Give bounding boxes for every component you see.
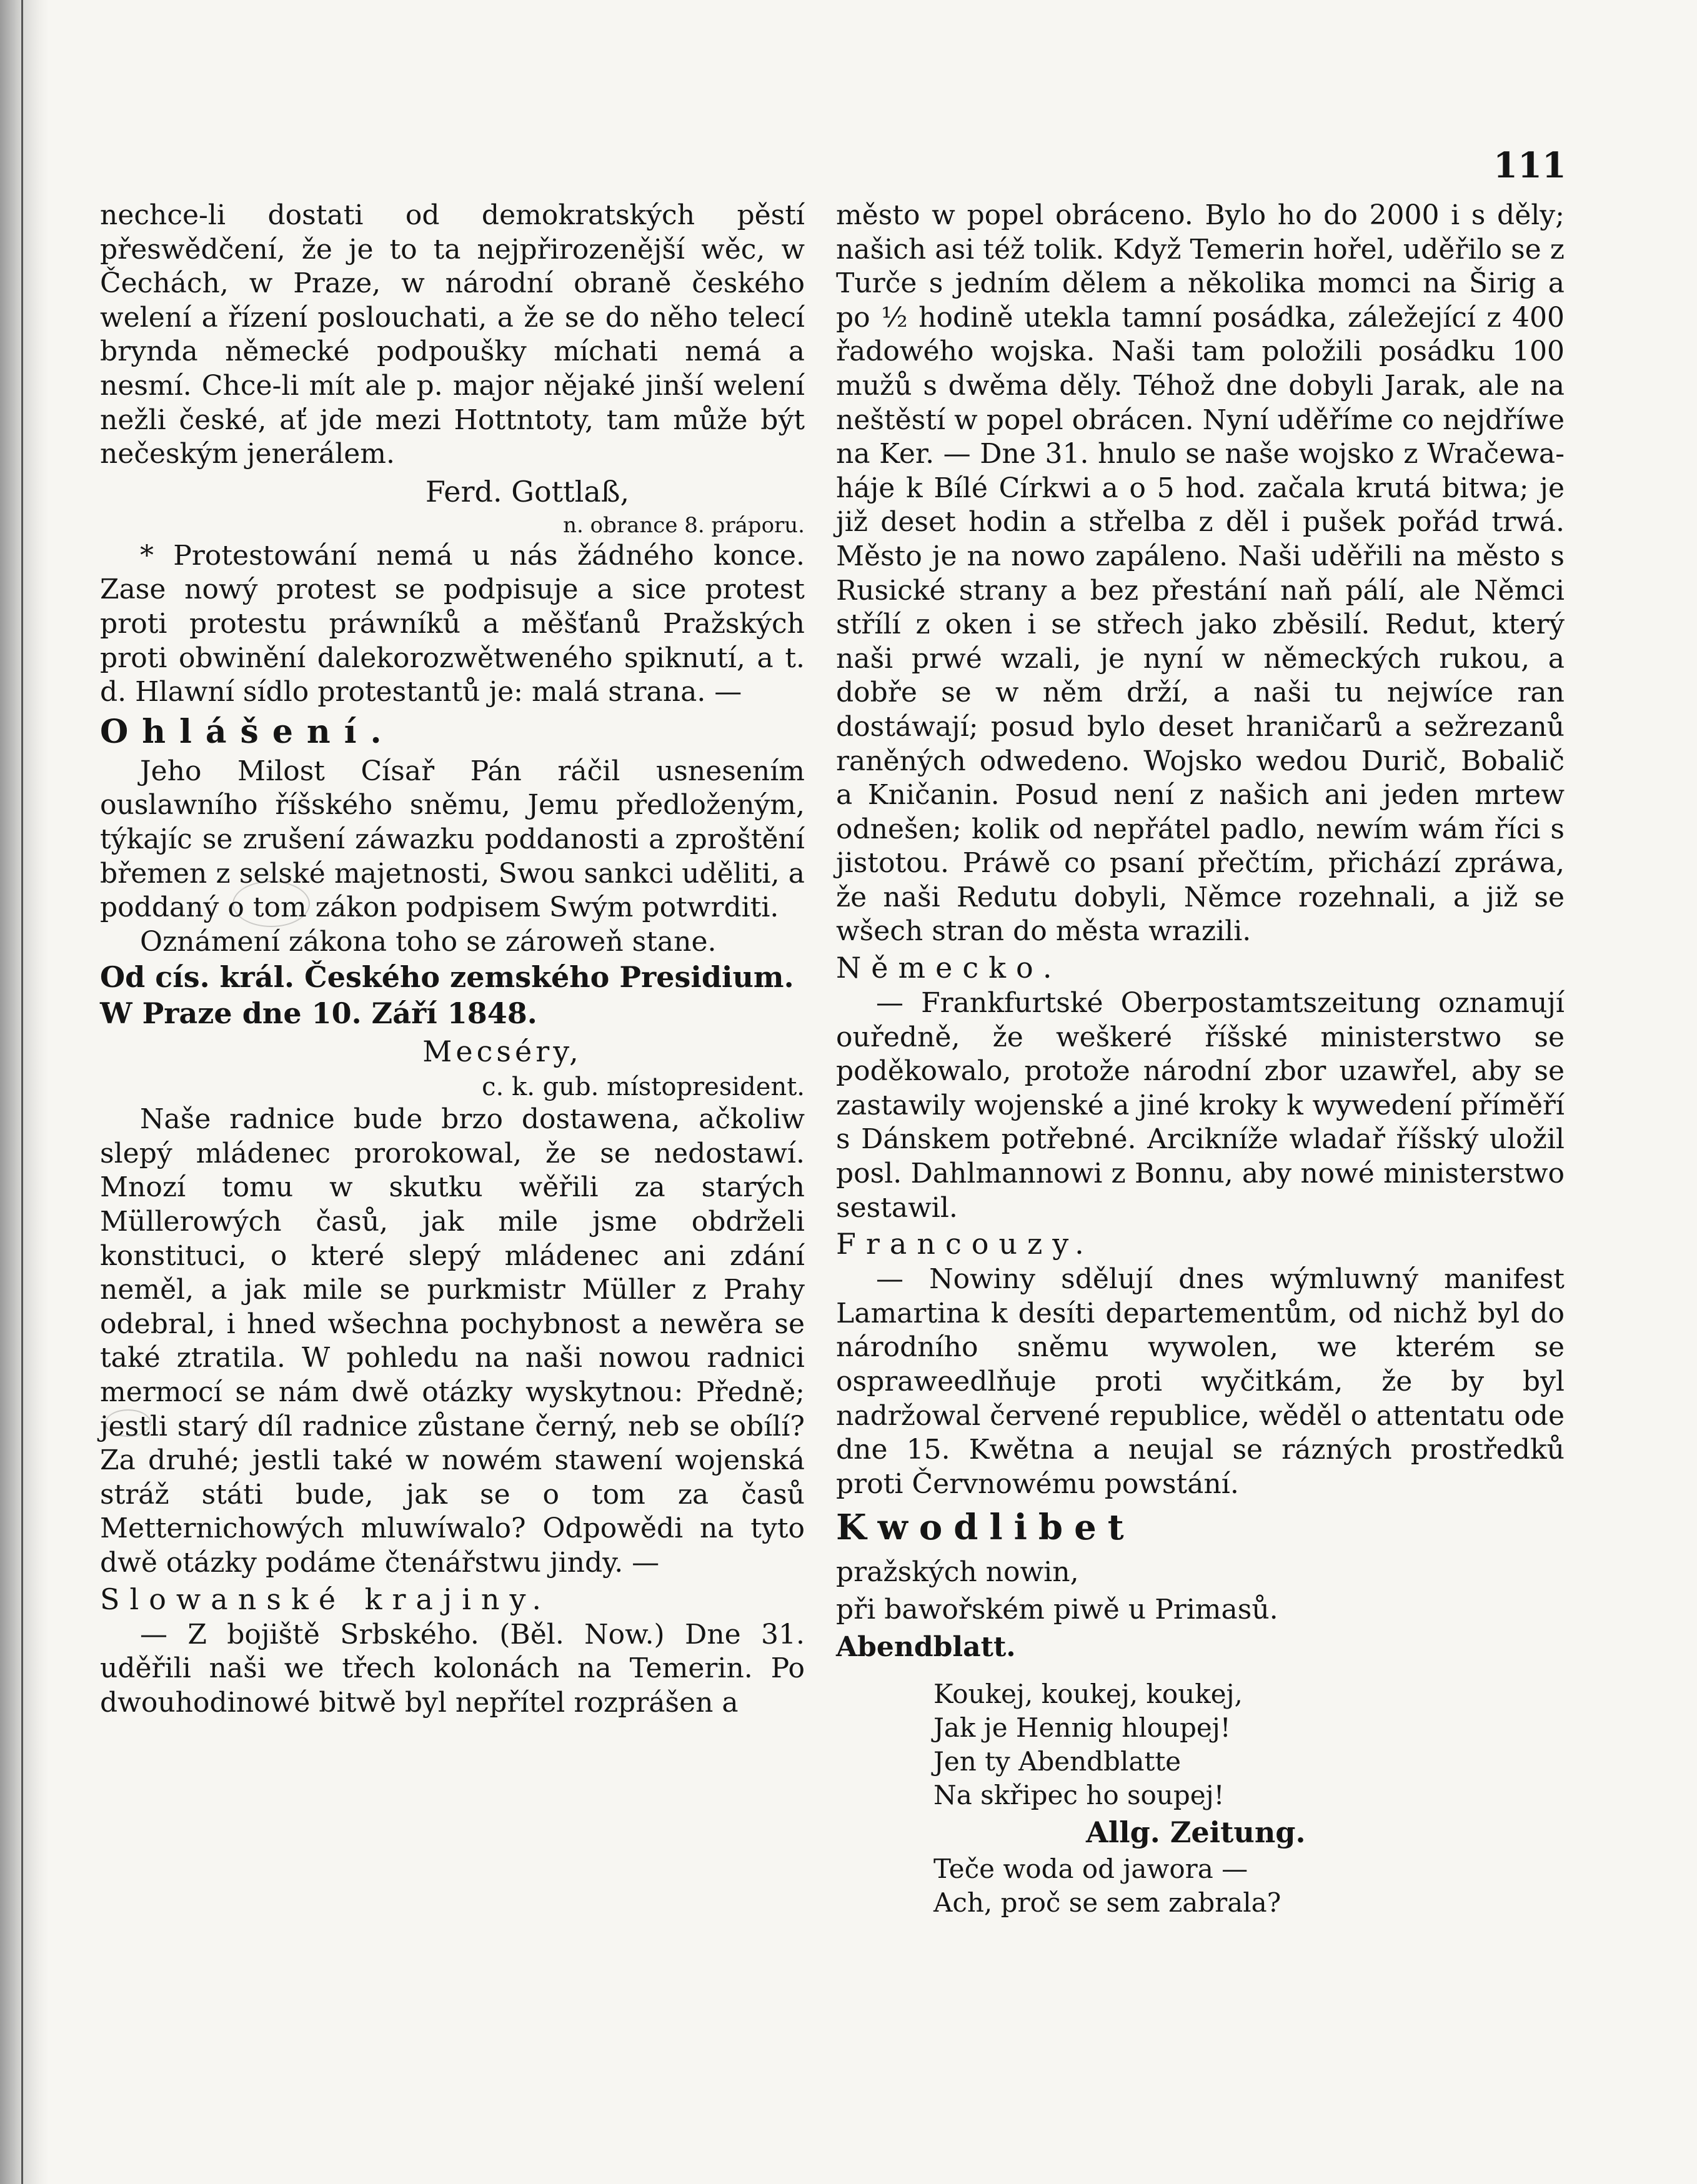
- page-number: 111: [1493, 145, 1566, 186]
- left-column: [100, 199, 805, 1720]
- proclamation-line: W Praze dne 10. Září 1848.: [100, 996, 537, 1031]
- section-heading: Ohlášení.: [100, 712, 396, 751]
- subheading: Abendblatt.: [836, 1631, 1016, 1664]
- paragraph: nechce-li dostati od demokratských pěstí přeswědčení, že je to ta nejpřirozenější wěc, w Čechách, w Praze, w národní obraně českého welení a řízení poslouchati, a že se do něho telecí brynda německé podpoušky míchati nemá a nesmí. Chce-li mít ale p. major nějaké jinší welení nežli české, ať jde mezi Hottntoty, tam může být nečeským jenerálem.: [100, 199, 805, 470]
- paragraph: Jeho Milost Císař Pán ráčil usnesením ouslawního říšského sněmu, Jemu předloženým, týkajíc se zrušení záwazku poddanosti a zproštění břemen z selské majetnosti, Swou sankci uděliti, a poddaný o tom zákon podpisem Swým potwrditi.: [100, 755, 805, 924]
- binding-gutter: [0, 0, 49, 2184]
- section-heading: Slowanské krajiny.: [100, 1582, 552, 1616]
- paragraph: Oznámení zákona toho se zároweň stane.: [140, 925, 717, 958]
- paragraph: Naše radnice bude brzo dostawena, ačkoliw slepý mládenec prorokowal, že se nedostawí. Mnozí tomu w skutku wěřili za starých Müllerowých časů, jak mile jsme obdrželi konstituci, o které slepý mládenec ani zdání neměl, a jak mile se purkmistr Müller z Prahy odebral, i hned wšechna pochybnost a newěra se také ztratila. W pohledu na naši nowou radnici mermocí se nám dwě otázky wyskytnou: Předně; jestli starý díl radnice zůstane černý, neb se obílí? Za druhé; jestli také w nowém stawení wojenská stráž státi bude, jak se o tom za časů Metternichowých mluwíwalo? Odpowědi na tyto dwě otázky podáme čtenářstwu jindy. —: [100, 1103, 805, 1579]
- signature: Ferd. Gottlaß,: [425, 474, 630, 509]
- verse-line: Teče woda od jawora —: [933, 1854, 1248, 1885]
- paragraph: město w popel obráceno. Bylo ho do 2000 i s děly; našich asi též tolik. Když Temerin hořel, uděřilo se z Turče s jedním dělem a několika momci na Širig a po ½ hodině utekla tamní posádka, záležející z 400 řadowého wojska. Naši tam položili posádku 100 mužů s dwěma děly. Téhož dne dobyli Jarak, ale na neštěstí w popel obrácen. Nyní uděříme co nejdříwe na Ker. — Dne 31. hnulo se naše wojsko z Wračewa-háje k Bílé Církwi a o 5 hod. začala krutá bitwa; je již deset hodin a střelba z děl i pušek pořád trwá. Město je na nowo zapáleno. Naši uděřili na město s Rusické strany a bez přestání naň pálí, ale Němci střílí z oken i se střech jako zběsilí. Redut, který naši prwé wzali, je nyní w německých rukou, a dobře se w něm drží, a naši tu nejwíce ran dostáwají; posud bylo deset hraničarů a sežrezanů raněných odwedeno. Wojsko wedou Durič, Bobalič a Kničanin. Posud není z našich ani jeden mrtew odnešen; kolik od nepřátel padlo, newím wám říci s jistotou. Práwě co psaní přečtím, přichází zpráwa, že naši Redutu dobyli, Němce rozehnali, a již se wšech stran do města wrazili.: [836, 199, 1565, 948]
- signature-title: c. k. gub. místopresident.: [482, 1073, 805, 1102]
- section-heading: Francouzy.: [836, 1227, 1094, 1261]
- paragraph: * Protestowání nemá u nás žádného konce. Zase nowý protest se podpisuje a sice protest proti protestu práwníků a měšťanů Pražských proti obwinění dalekorozwětweného spiknutí, a t. d. Hlawní sídlo protestantů je: malá strana. —: [100, 539, 805, 708]
- binding-edge: [21, 0, 23, 2184]
- verse-line: Jen ty Abendblatte: [933, 1746, 1182, 1777]
- paragraph: — Z bojiště Srbského. (Běl. Now.) Dne 31. uděřili naši we třech kolonách na Temerin. Po dwouhodinowé bitwě byl nepřítel rozprášen a: [100, 1618, 805, 1719]
- verse-line: Na skřipec ho soupej!: [933, 1780, 1225, 1811]
- subheading: pražských nowin,: [836, 1556, 1079, 1589]
- verse-line: Koukej, koukej, koukej,: [933, 1679, 1243, 1710]
- verse-heading: Allg. Zeitung.: [1086, 1815, 1306, 1850]
- right-column: [836, 199, 1565, 1920]
- subheading: při bawořském piwě u Primasů.: [836, 1594, 1278, 1626]
- paragraph: — Nowiny sdělují dnes wýmluwný manifest Lamartina k desíti departementům, od nichž byl do národního sněmu wywolen, we kterém se ospraweedlňuje proti wyčitkám, že by byl nadržowal červené republice, wěděl o attentatu ode dne 15. Kwětna a neujal se rázných prostředků proti Červnowému powstání.: [836, 1263, 1565, 1500]
- verse-line: Ach, proč se sem zabrala?: [933, 1887, 1281, 1918]
- paragraph: — Frankfurtské Oberpostamtszeitung oznamují ouředně, že weškeré říšské ministerstwo se poděkowalo, protože národní zbor uzawřel, aby se zastawily wojenské a jiné kroky k wywedení příměří s Dánskem potřebné. Arcikníže wladař říšský uložil posl. Dahlmannowi z Bonnu, aby nowé ministerstwo sestawil.: [836, 987, 1565, 1224]
- section-heading: Německo.: [836, 951, 1062, 985]
- proclamation-line: Od cís. král. Českého zemského Presidium.: [100, 960, 794, 995]
- section-heading: Kwodlibet: [836, 1507, 1135, 1549]
- verse-line: Jak je Hennig hloupej!: [933, 1712, 1231, 1744]
- signature-title: n. obrance 8. práporu.: [563, 512, 805, 538]
- signature: Mecséry,: [422, 1035, 582, 1069]
